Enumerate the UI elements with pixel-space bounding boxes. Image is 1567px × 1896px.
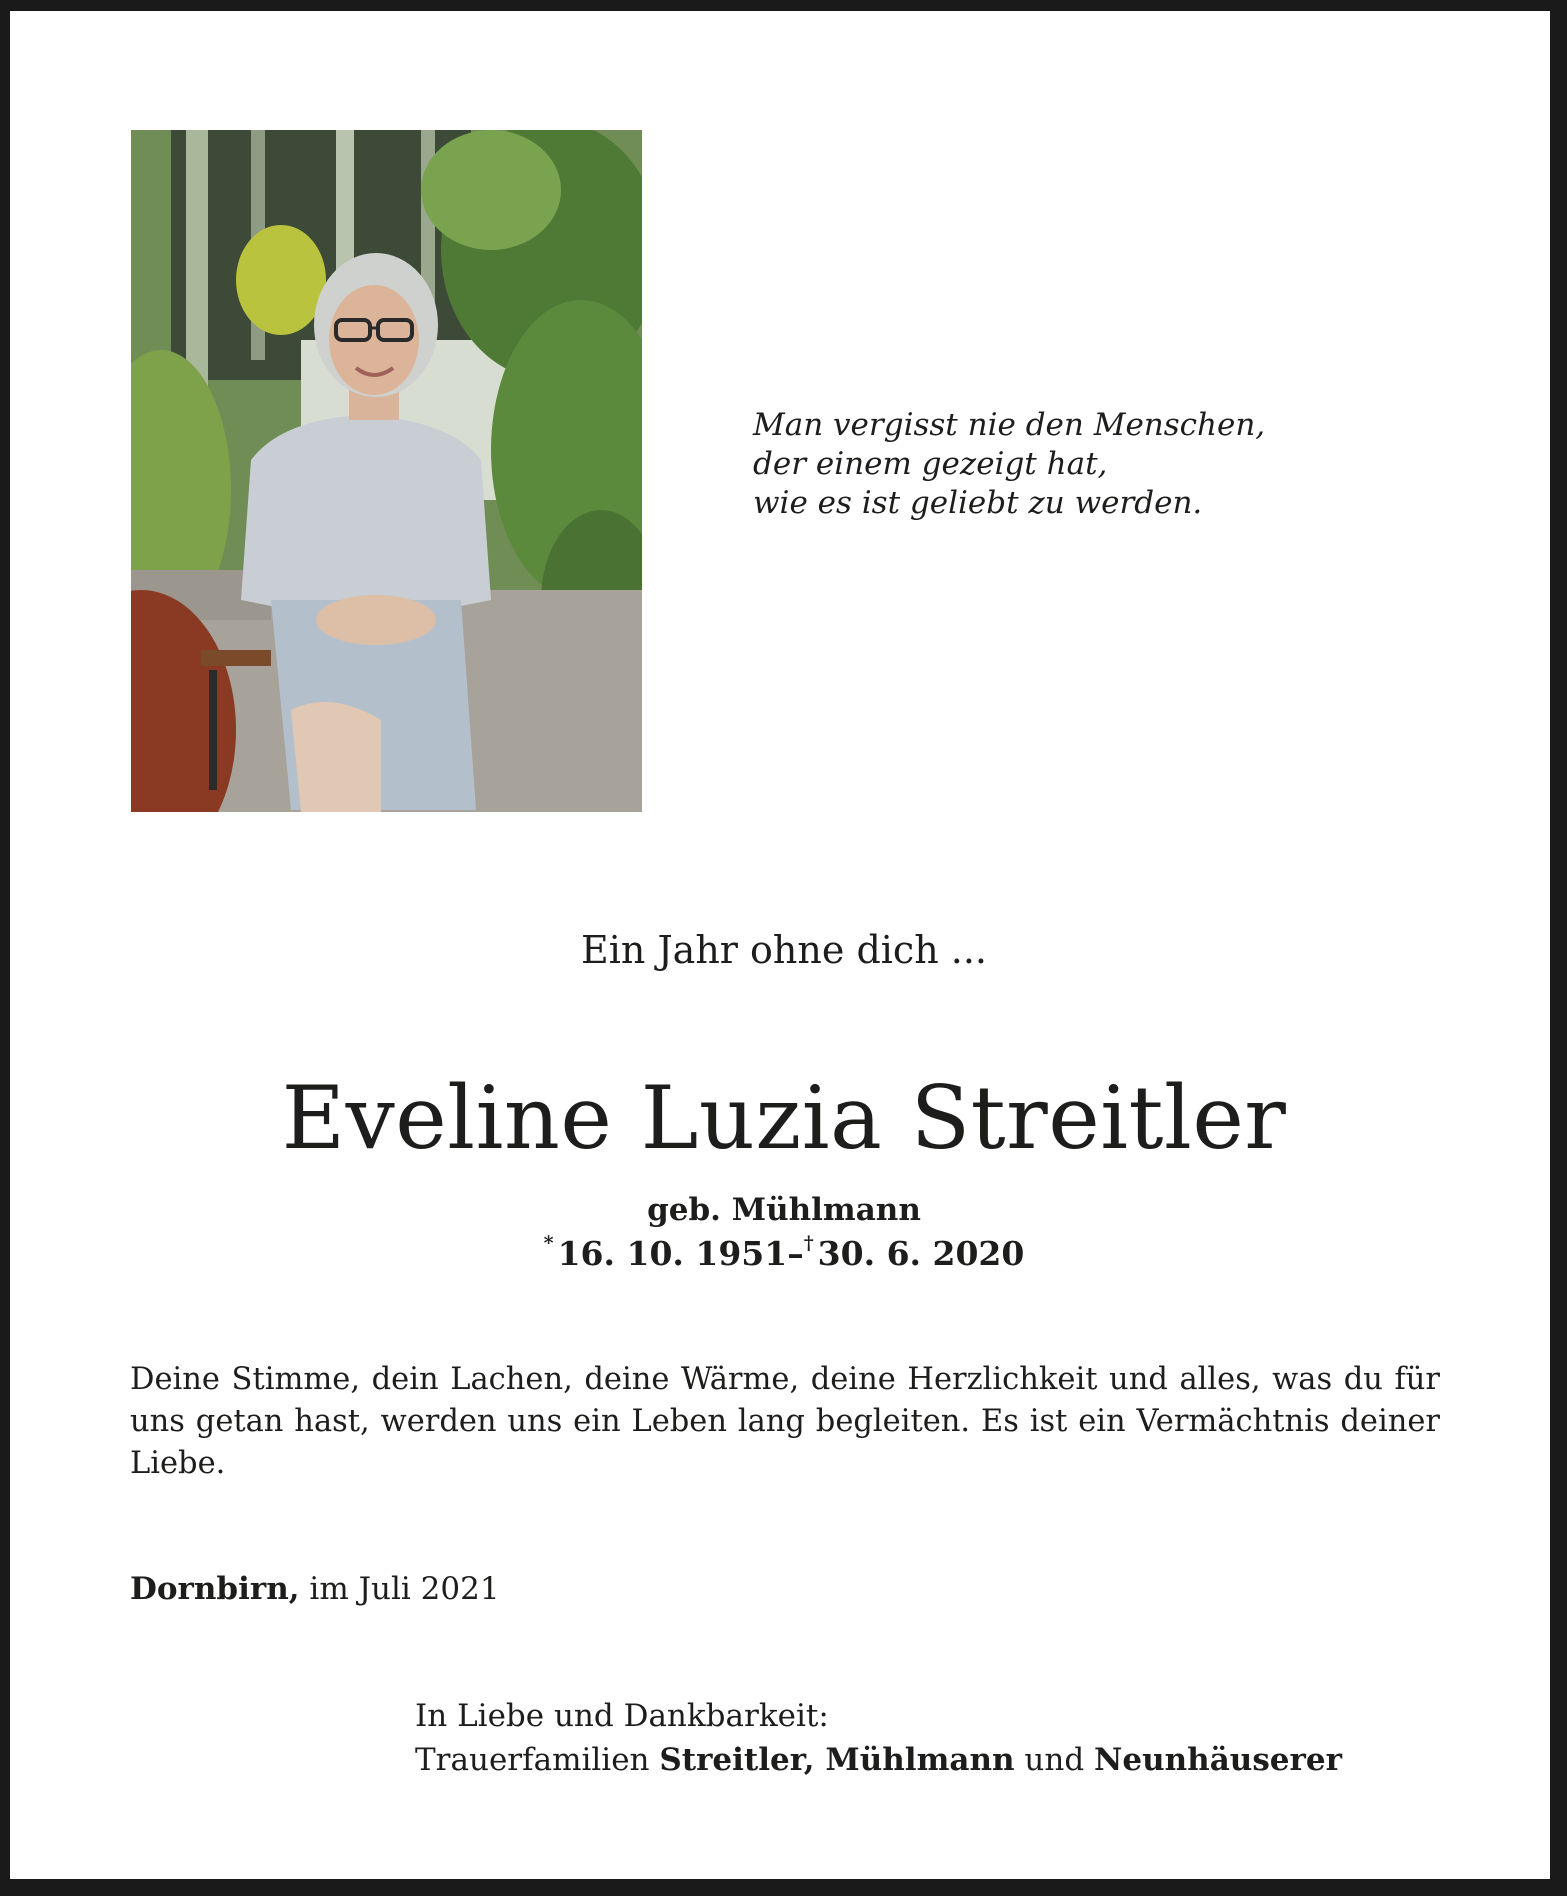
deceased-name: Eveline Luzia Streitler [281, 1067, 1287, 1169]
place-city: Dornbirn, [130, 1571, 300, 1607]
closing-block [415, 1694, 1342, 1782]
closing-prefix: Trauerfamilien [415, 1742, 650, 1778]
closing-line-2 [415, 1738, 1342, 1782]
place-date-line [130, 1571, 500, 1607]
obituary-card [10, 11, 1550, 1879]
portrait-photo [131, 130, 642, 812]
place-date: im Juli 2021 [309, 1571, 500, 1607]
death-symbol: † [803, 1232, 814, 1254]
birth-name: geb. Mühlmann [647, 1192, 921, 1228]
birth-symbol: * [543, 1232, 554, 1254]
family-names-2: Neunhäuserer [1094, 1742, 1342, 1778]
quote-line-3: wie es ist geliebt zu werden. [753, 485, 1203, 521]
intro-text: Ein Jahr ohne dich ... [581, 928, 987, 972]
quote-line-1: Man vergisst nie den Menschen, [753, 407, 1266, 443]
quote-line-2: der einem gezeigt hat, [753, 446, 1108, 482]
life-dates [10, 1232, 1558, 1273]
memorial-quote [753, 406, 1265, 523]
birth-date: 16. 10. 1951 [557, 1234, 788, 1273]
death-date: 30. 6. 2020 [817, 1234, 1025, 1273]
tribute-text: Deine Stimme, dein Lachen, deine Wärme, deine Herzlichkeit und alles, was du für uns getan hast, werden uns ein Leben lang begleiten. Es ist ein Vermächtnis deiner Liebe. [130, 1362, 1440, 1481]
closing-line-1: In Liebe und Dankbarkeit: [415, 1698, 829, 1734]
closing-conjunction: und [1024, 1742, 1085, 1778]
date-separator: – [787, 1234, 804, 1273]
family-names-1: Streitler, Mühlmann [659, 1742, 1015, 1778]
